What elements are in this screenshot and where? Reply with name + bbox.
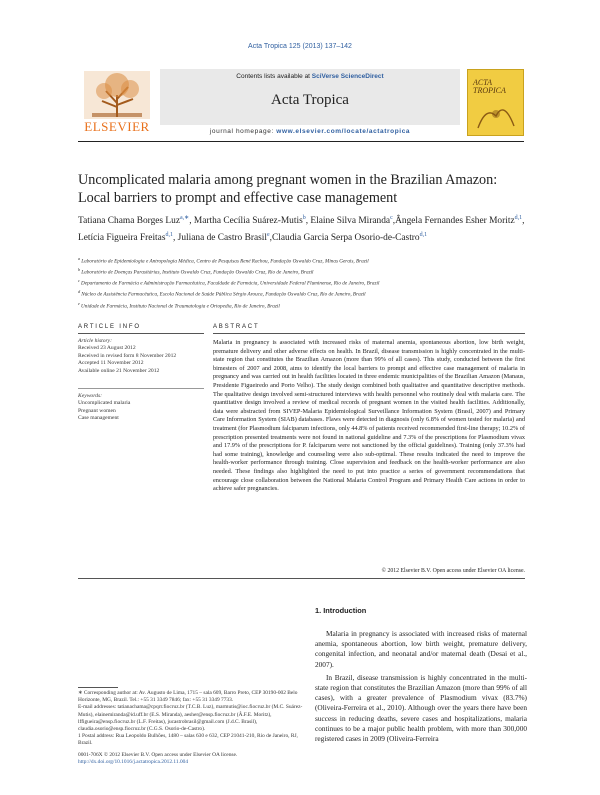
intro-paragraph: Malaria in pregnancy is associated with increased risks of maternal anemia, spontaneous abortion, low birth weight, premature delivery, congenital infection, and neonatal and/or maternal death (Desai et al., 2007). <box>315 629 527 669</box>
intro-paragraph: In Brazil, disease transmission is highly concentrated in the multi-state region that constitutes the Brazilian Amazon (more than 99% of all cases), with a greater prevalence of Plasmodium vivax (83.7%) (Oliveira-Ferreira et al., 2010). Although over the years there have been success in reducing deaths, severe cases and hospitalizations, malaria continues to be a major public health problem, with more than 300,000 registered cases in 2009 (Oliveira-Ferreira <box>315 672 527 744</box>
article-history <box>78 338 206 375</box>
author-name: Ângela Fernandes Esher Moritz <box>395 216 515 227</box>
introduction-heading: 1. Introduction <box>315 606 367 615</box>
author-separator: , <box>305 216 311 227</box>
affiliation-item <box>78 300 538 311</box>
homepage-line <box>160 128 460 135</box>
homepage-prefix: journal homepage: <box>209 128 277 135</box>
affiliation-text: Laboratório de Doenças Parasitárias, Instituto Oswaldo Cruz, Fundação Oswaldo Cruz, Rio de Janeiro, Brazil <box>81 269 314 276</box>
article-title <box>78 171 528 207</box>
title-line: Local barriers to prompt and effective case management <box>78 190 398 206</box>
author-affiliation-marker[interactable]: e <box>266 232 270 239</box>
keyword-item: Uncomplicated malaria <box>78 400 131 407</box>
footnote-postal: 1 Postal address: Rua Leopoldo Bulhões, 1480 – salas 630 e 632, CEP 21041-210, Rio de Janeiro, RJ, Brazil. <box>78 733 298 747</box>
author-affiliation-marker[interactable]: a,∗ <box>180 215 190 221</box>
cover-illustration-icon <box>468 96 523 134</box>
affiliation-item <box>78 255 538 266</box>
affiliation-item <box>78 266 538 277</box>
doi-link[interactable]: http://dx.doi.org/10.1016/j.actatropica.2012.11.004 <box>78 759 189 766</box>
affiliation-marker: a <box>78 256 82 261</box>
author-separator: , <box>172 233 178 244</box>
introduction-body <box>315 629 527 747</box>
contents-line <box>160 73 460 80</box>
author-name: Juliana de Castro Brasil <box>177 233 267 244</box>
author-affiliation-marker[interactable]: d,1 <box>419 232 428 239</box>
footnote-emails: E-mail addresses: tatianachama@cpqrr.fiocruz.br (T.C.B. Luz), marmutis@ioc.fiocruz.br (M.C. Suárez-Mutis), elainemiranda@id.uff.br (E.S. Miranda), aesher@ensp.fiocruz.br (Â.F.E. Moritz), lffigueira@ensp.fiocruz.br (L.F. Freitas), jucastrobrasil@gmail.com (J.d.C. Brasil), claudia.osorio@ensp.fiocruz.br (C.G.S. Osorio-de-Castro). <box>78 704 303 733</box>
author-affiliation-marker[interactable]: d,1 <box>514 215 523 221</box>
footnote-rule <box>78 687 118 688</box>
header-rule <box>78 141 524 142</box>
affiliation-item <box>78 277 538 288</box>
journal-title: Acta Tropica <box>271 92 349 108</box>
author-affiliation-marker[interactable]: d,1 <box>165 232 173 239</box>
cover-title: ACTA TROPICA <box>473 78 506 95</box>
affiliation-text: Unidade de Farmácia, Instituto Nacional de Traumatologia e Ortopedia, Rio de Janeiro, Brazil <box>81 303 280 310</box>
affiliation-marker: b <box>78 267 82 273</box>
abstract-rule <box>213 333 525 334</box>
footnote-corresponding: ∗ Corresponding author at: Av. Augusto de Lima, 1715 – sala 609, Barro Preto, CEP 30190-002 Belo Horizonte, MG, Brazil. Tel.: +55 31 3349 7846; fax: +55 31 3349 7733. <box>78 690 298 704</box>
affiliation-marker: e <box>78 300 82 306</box>
affiliation-marker: c <box>78 278 82 284</box>
issn-doi-block <box>78 752 303 766</box>
history-item: Available online 21 November 2012 <box>78 367 160 374</box>
keywords <box>78 393 206 423</box>
author-separator: , <box>392 216 396 227</box>
author-separator: , <box>269 233 272 244</box>
homepage-link[interactable]: www.elsevier.com/locate/actatropica <box>276 128 411 135</box>
article-info-rule <box>78 333 204 334</box>
contents-prefix: Contents lists available at <box>236 73 312 80</box>
affiliation-marker: d <box>78 289 82 295</box>
affiliation-text: Laboratório de Epidemiologia e Antropologia Médica, Centro de Pesquisas René Rachou, Fundação Oswaldo Cruz, Minas Gerais, Brazil <box>81 258 369 265</box>
abstract-body: Malaria in pregnancy is associated with increased risks of maternal anemia, spontaneous abortion, low birth weight, premature delivery and other adverse effects on health. In Brazil, disease transmission is highly concentrated in the multi-state region that constitutes the Brazilian Amazon (more than 99% of all cases). This study, conducted between the first bimesters of 2007 and 2008, aims to identify the local barriers to prompt and effective case management of malaria in pregnancy and was carried out in health facilities located in three endemic municipalities of the Brazilian Amazon (Manaus, Presidente Figueiredo and Porto Velho). The study design combined both qualitative and quantitative descriptive methods. The qualitative design involved semi-structured interviews with health personnel who routinely deal with malaria care. The quantitative design involved a review of medical records of pregnant women in the visited health facilities. Additionally, data were abstracted from SIVEP-Malaria Epidemiological Surveillance Information System (Brasil, 2007) and Primary Care Information System (SIAB) databases. Flaws were detected in diagnosis (only 6.8% of women tested for malaria) and treatment (for Plasmodium falciparum infections, only 44.8% of patients received recommended first-line therapy; 10.2% of prescription presented treatments were not found in national guideline and 7.3% of the prescriptions for Plasmodium vivax and 17.9% of the prescriptions for P. falciparum were not sanctioned by the official guidelines). Training (only 37.3% had had some training), knowledge and counseling were also sub-optimal. These results indicated the need to improve the health-worker performance through training. Close supervision and feedback on the health-worker performance are also needed. These findings also highlighted the need to put into practice a series of government recommendations that encourage close collaboration between the National Malaria Control Program and Primary Health Care actions in order to achieve safer pregnancies. <box>213 339 525 493</box>
author-name: Elaine Silva Miranda <box>310 216 391 227</box>
affiliation-text: Departamento de Farmácia e Administração Farmacêutica, Faculdade de Farmácia, Universidade Federal Fluminense, Rio de Janeiro, Brazil <box>81 281 380 288</box>
author-name: Claudia Garcia Serpa Osorio-de-Castro <box>272 233 420 244</box>
affiliation-item <box>78 288 538 299</box>
author-name: Letícia Figueira Freitas <box>78 233 166 244</box>
elsevier-logo[interactable] <box>78 69 156 135</box>
author-separator: , <box>522 216 525 227</box>
author-separator: , <box>189 216 194 227</box>
title-line: Uncomplicated malaria among pregnant women in the Brazilian Amazon: <box>78 172 498 188</box>
author-affiliation-marker[interactable]: b <box>302 215 306 221</box>
history-item: Received in revised form 8 November 2012 <box>78 352 177 359</box>
article-info-heading: ARTICLE INFO <box>78 324 141 330</box>
author-list <box>78 211 528 245</box>
footnotes <box>78 690 303 748</box>
copyright-line: © 2012 Elsevier B.V. Open access under Elsevier OA license. <box>381 568 525 574</box>
author-name: Tatiana Chama Borges Luz <box>78 216 181 227</box>
keyword-item: Pregnant women <box>78 407 116 414</box>
author-name: Martha Cecília Suárez-Mutis <box>193 216 303 227</box>
keyword-item: Case management <box>78 415 119 422</box>
sciencedirect-link[interactable]: SciVerse ScienceDirect <box>311 73 384 80</box>
keywords-rule <box>78 388 204 389</box>
issn-line: 0001-706X © 2012 Elsevier B.V. Open access under Elsevier OA license. <box>78 752 238 758</box>
elsevier-wordmark: ELSEVIER <box>84 119 150 134</box>
journal-reference[interactable]: Acta Tropica 125 (2013) 137–142 <box>248 43 352 50</box>
abstract-heading: ABSTRACT <box>213 324 260 330</box>
journal-cover-thumbnail[interactable] <box>467 69 524 136</box>
keywords-label: Keywords: <box>78 393 103 399</box>
author-affiliation-marker[interactable]: c <box>390 215 393 221</box>
history-item: Accepted 11 November 2012 <box>78 360 144 367</box>
abstract-end-rule <box>78 578 525 579</box>
history-label: Article history: <box>78 338 113 344</box>
affiliation-list <box>78 255 538 311</box>
affiliation-text: Núcleo de Assistência Farmacêutica, Escola Nacional de Saúde Pública Sérgio Arouca, Fundação Oswaldo Cruz, Rio de Janeiro, Brazil <box>81 292 366 299</box>
history-item: Received 23 August 2012 <box>78 345 136 352</box>
